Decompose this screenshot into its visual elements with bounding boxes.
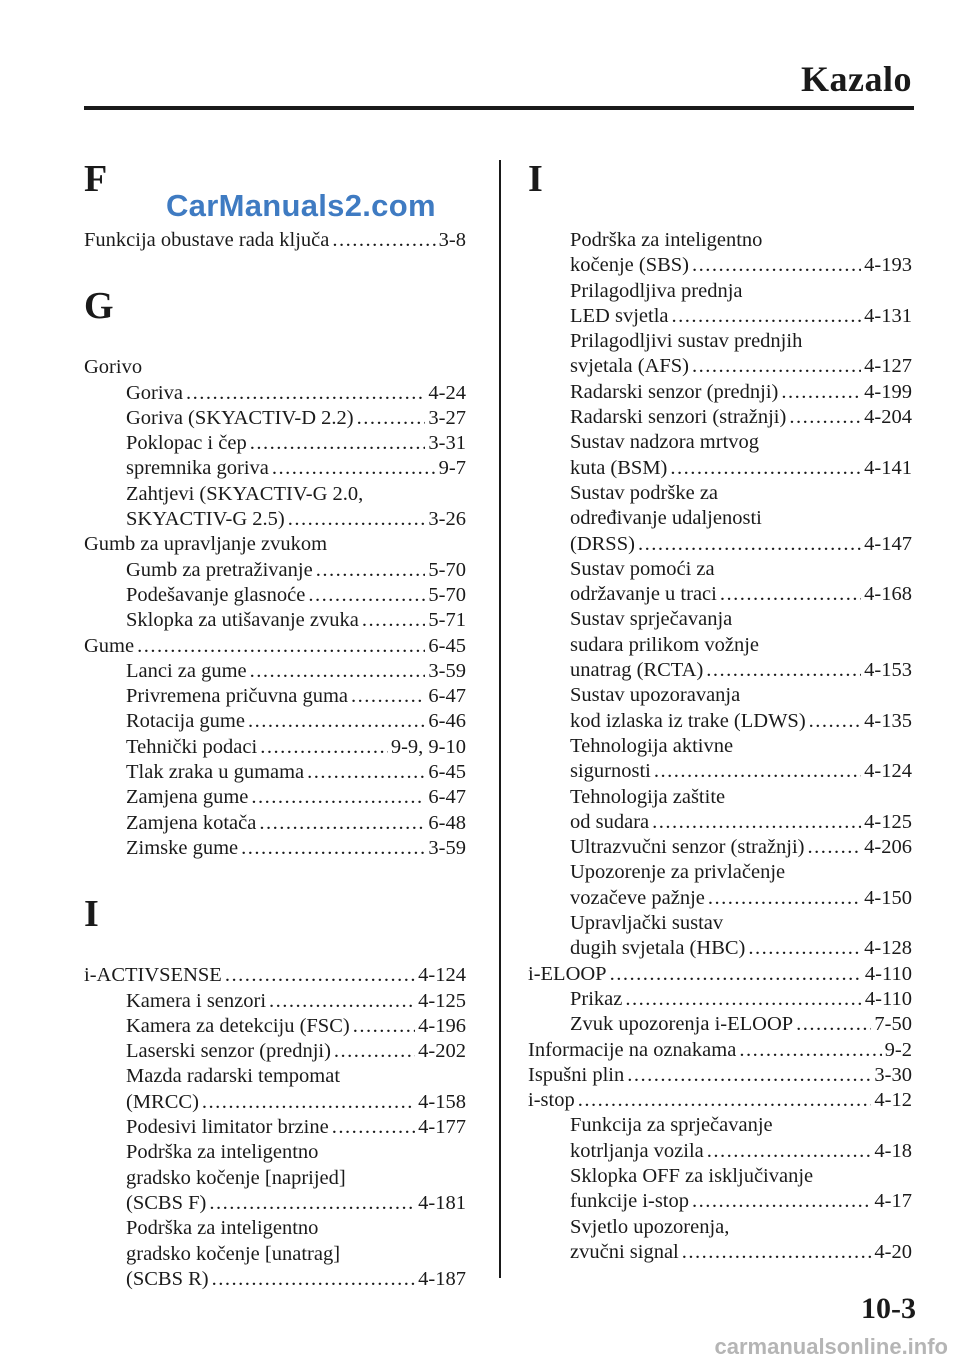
index-entry-text: kotrljanja vozila: [570, 1139, 704, 1162]
index-page-ref: 4-153: [864, 659, 912, 682]
dot-leader: [682, 1240, 872, 1265]
index-page-ref: 4-147: [864, 532, 912, 555]
index-page-ref: 4-18: [874, 1139, 912, 1162]
index-entry: [528, 380, 912, 405]
dot-leader: [334, 1039, 415, 1064]
index-entry: [528, 1038, 912, 1063]
index-entry-text: (MRCC): [126, 1090, 199, 1113]
index-entry-text: Rotacija gume: [126, 710, 245, 733]
index-page-ref: 4-110: [864, 987, 912, 1010]
index-entry-text: Goriva (SKYACTIV-D 2.2): [126, 406, 354, 429]
index-entry-text: Podrška za inteligentno: [570, 229, 763, 251]
index-entry-text: Sustav pomoći za: [570, 557, 715, 580]
index-entry: [84, 355, 466, 380]
index-entry: [528, 253, 912, 278]
index-entry-text: Sustav upozoravanja: [570, 684, 741, 707]
dot-leader: [202, 1090, 415, 1115]
dot-leader: [353, 1014, 415, 1039]
index-page-ref: 4-131: [864, 304, 912, 327]
index-entry-text: Funkcija za sprječavanje: [570, 1114, 773, 1137]
index-entry-text: (SCBS R): [126, 1267, 209, 1290]
index-page-ref: 4-110: [864, 962, 912, 985]
index-page-ref: 4-125: [418, 989, 466, 1012]
dot-leader: [250, 431, 426, 456]
dot-leader: [225, 963, 415, 988]
watermark-logo: CarManuals2.com: [166, 188, 436, 223]
index-page-ref: 4-24: [428, 381, 466, 404]
index-page-ref: 6-47: [428, 685, 466, 708]
index-entry-text: Upravljački sustav: [570, 912, 724, 935]
index-page-ref: 4-125: [864, 810, 912, 833]
index-page-ref: 4-196: [418, 1014, 466, 1037]
index-page-ref: 4-150: [864, 886, 912, 909]
dot-leader: [251, 785, 425, 810]
index-entry-text: kod izlaska iz trake (LDWS): [570, 709, 806, 732]
index-page-ref: 4-206: [864, 836, 912, 859]
dot-leader: [720, 582, 861, 607]
index-entry-text: Zahtjevi (SKYACTIV-G 2.0,: [126, 482, 364, 505]
index-entry: [528, 532, 912, 557]
index-page-ref: 3-26: [428, 508, 466, 531]
dot-leader: [781, 380, 861, 405]
page-header-title: Kazalo: [801, 59, 912, 99]
index-page-ref: 6-45: [428, 761, 466, 784]
index-entry-text: Prikaz: [570, 987, 623, 1010]
index-page-ref: 4-128: [864, 937, 912, 960]
index-entry-text: (DRSS): [570, 532, 635, 555]
index-entry-text: unatrag (RCTA): [570, 659, 704, 682]
dot-leader: [137, 634, 425, 659]
dot-leader: [308, 583, 425, 608]
index-entry-text: sigurnosti: [570, 760, 651, 783]
dot-leader: [250, 659, 426, 684]
index-entry: [84, 507, 466, 532]
index-entry: [528, 987, 912, 1012]
dot-leader: [357, 406, 426, 431]
dot-leader: [748, 936, 861, 961]
index-page-ref: 3-8: [438, 229, 466, 251]
index-page-ref: 7-50: [874, 1013, 912, 1036]
dot-leader: [610, 962, 862, 987]
index-entry: [528, 304, 912, 329]
section-gap: [84, 253, 466, 275]
index-entry: [84, 963, 466, 988]
dot-leader: [307, 760, 425, 785]
index-entry-text: Ultrazvučni senzor (stražnji): [570, 836, 805, 859]
index-entry: [84, 558, 466, 583]
dot-leader: [351, 684, 425, 709]
index-page-ref: 3-27: [428, 406, 466, 429]
index-entry-text: Kamera i senzori: [126, 989, 267, 1012]
dot-leader: [692, 1189, 871, 1214]
index-entry-text: Sklopka OFF za isključivanje: [570, 1164, 814, 1187]
index-entry: [528, 1139, 912, 1164]
index-entry-text: Podrška za inteligentno: [126, 1141, 319, 1164]
index-entry-text: Goriva: [126, 381, 183, 404]
dot-leader: [212, 1267, 416, 1292]
dot-leader: [316, 558, 426, 583]
index-page-ref: 4-12: [874, 1089, 912, 1112]
index-entry-text: određivanje udaljenosti: [570, 507, 762, 530]
index-entry: [528, 962, 912, 987]
index-entry: [84, 634, 466, 659]
index-entry: [84, 1267, 466, 1292]
dot-leader: [739, 1038, 881, 1063]
index-entry-text: Podesivi limitator brzine: [126, 1116, 329, 1139]
index-page-ref: 5-70: [428, 583, 466, 606]
dot-leader: [627, 1063, 871, 1088]
dot-leader: [708, 886, 861, 911]
dot-leader: [808, 835, 862, 860]
index-letter-heading: F: [84, 158, 108, 200]
index-entry-text: i-stop: [528, 1089, 575, 1112]
index-page-ref: 5-71: [428, 609, 466, 632]
index-page-ref: 4-181: [418, 1191, 466, 1214]
index-entry-text: zvučni signal: [570, 1240, 679, 1263]
dot-leader: [638, 532, 861, 557]
index-entry-text: (SCBS F): [126, 1191, 207, 1214]
dot-leader: [707, 1139, 872, 1164]
index-page-ref: 9-9, 9-10: [390, 735, 466, 758]
index-entry: [528, 709, 912, 734]
dot-leader: [186, 381, 425, 406]
dot-leader: [362, 608, 426, 633]
index-entry-text: Kamera za detekciju (FSC): [126, 1014, 350, 1037]
dot-leader: [332, 1115, 415, 1140]
index-entry: [528, 810, 912, 835]
index-entry-text: Gumb za pretraživanje: [126, 558, 313, 581]
index-entry: [84, 1014, 466, 1039]
letter-gap: [528, 210, 912, 228]
index-entry-text: sudara prilikom vožnje: [570, 633, 760, 656]
page-number: 10-3: [861, 1292, 916, 1325]
dot-leader: [209, 1191, 415, 1216]
index-page-ref: 6-46: [428, 710, 466, 733]
index-entry: [84, 1090, 466, 1115]
index-entry: [528, 658, 912, 683]
index-entry-text: Tlak zraka u gumama: [126, 761, 305, 784]
index-entry: [84, 583, 466, 608]
index-entry-text: Radarski senzor (prednji): [570, 380, 779, 403]
dot-leader: [654, 759, 861, 784]
index-entry: [528, 1012, 912, 1037]
index-entry-text: gradsko kočenje [naprijed]: [126, 1166, 346, 1189]
index-entry: [528, 886, 912, 911]
index-letter-heading: I: [84, 893, 99, 936]
index-entry-text: Laserski senzor (prednji): [126, 1040, 331, 1063]
index-entry: [528, 1088, 912, 1113]
index-entry: [84, 456, 466, 481]
index-entry-text: Prilagodljivi sustav prednjih: [570, 330, 803, 353]
index-entry-text: Ispušni plin: [528, 1063, 625, 1086]
index-column-left: [84, 148, 466, 1292]
dot-leader: [241, 836, 425, 861]
index-entry-text: Sustav podrške za: [570, 481, 719, 504]
index-entry: [528, 456, 912, 481]
index-entry: [84, 1115, 466, 1140]
index-column-right: [528, 148, 912, 1265]
dot-leader: [248, 709, 425, 734]
index-page-ref: 4-202: [418, 1040, 466, 1063]
index-entry: [84, 811, 466, 836]
index-entry: [528, 1240, 912, 1265]
index-entry-text: gradsko kočenje [unatrag]: [126, 1242, 341, 1265]
index-entry-text: Sustav sprječavanja: [570, 608, 733, 631]
letter-gap: [84, 945, 466, 963]
watermark-footer: carmanualsonline.info: [714, 1334, 948, 1359]
index-page-ref: 4-141: [864, 456, 912, 479]
index-entry-text: Gumb za upravljanje zvukom: [84, 533, 328, 556]
index-page-ref: 4-158: [418, 1090, 466, 1113]
dot-leader: [652, 810, 861, 835]
index-entry-text: Zvuk upozorenja i-ELOOP: [570, 1013, 794, 1036]
index-entry: [84, 735, 466, 760]
index-entry-text: Podešavanje glasnoće: [126, 583, 306, 606]
index-entry-text: kočenje (SBS): [570, 254, 689, 277]
index-letter-heading: G: [84, 285, 114, 328]
index-page-ref: 4-187: [418, 1267, 466, 1290]
index-page-ref: 4-20: [874, 1240, 912, 1263]
index-entry-text: funkcije i-stop: [570, 1190, 689, 1213]
index-entry-text: Poklopac i čep: [126, 432, 247, 455]
index-page-ref: 3-59: [428, 836, 466, 859]
index-letter-heading: I: [528, 158, 543, 200]
index-entry-text: Tehnički podaci: [126, 735, 258, 758]
index-entry-text: Prilagodljiva prednja: [570, 279, 743, 302]
index-entry: [84, 785, 466, 810]
index-entry-text: Zamjena kotača: [126, 811, 257, 834]
index-entry: [528, 759, 912, 784]
index-page-ref: 4-204: [864, 406, 912, 429]
index-entry: [528, 1189, 912, 1214]
index-page-ref: 3-30: [874, 1063, 912, 1086]
index-page-ref: 9-7: [438, 457, 466, 480]
index-entry-text: Upozorenje za privlačenje: [570, 861, 786, 884]
header-rule: [84, 106, 914, 110]
index-entry: [84, 608, 466, 633]
index-entry-text: i-ELOOP: [528, 962, 607, 985]
letter-gap: [84, 337, 466, 355]
index-page-ref: 4-193: [864, 254, 912, 277]
index-entry-text: SKYACTIV-G 2.5): [126, 508, 285, 531]
index-entry: [84, 659, 466, 684]
column-divider: [499, 160, 501, 1278]
index-entry: [84, 1191, 466, 1216]
index-page-ref: 4-177: [418, 1116, 466, 1139]
dot-leader: [706, 658, 861, 683]
index-page-ref: 9-2: [884, 1038, 912, 1061]
index-entry: [528, 582, 912, 607]
dot-leader: [272, 456, 436, 481]
index-entry-text: Sklopka za utišavanje zvuka: [126, 609, 359, 632]
index-entry: [84, 532, 466, 557]
index-entry-text: Svjetlo upozorenja,: [570, 1215, 730, 1238]
index-page-ref: 4-17: [874, 1190, 912, 1213]
index-page-ref: 6-47: [428, 786, 466, 809]
dot-leader: [692, 253, 861, 278]
dot-leader: [578, 1088, 872, 1113]
index-entry-text: dugih svjetala (HBC): [570, 937, 746, 960]
index-entry-text: i-ACTIVSENSE: [84, 964, 222, 987]
dot-leader: [809, 709, 862, 734]
index-page-ref: 6-45: [428, 634, 466, 657]
index-entry-text: svjetala (AFS): [570, 355, 689, 378]
index-page-ref: 4-124: [864, 760, 912, 783]
dot-leader: [796, 1012, 871, 1037]
index-entry: [84, 989, 466, 1014]
index-entry-text: Tehnologija aktivne: [570, 734, 734, 757]
index-entry: [84, 684, 466, 709]
index-page-ref: 4-168: [864, 583, 912, 606]
index-entry-text: Mazda radarski tempomat: [126, 1065, 341, 1088]
index-page-ref: 4-135: [864, 709, 912, 732]
index-entry-text: od sudara: [570, 810, 650, 833]
index-entry: [84, 1039, 466, 1064]
dot-leader: [670, 456, 861, 481]
index-entry-text: Tehnologija zaštite: [570, 785, 726, 808]
index-entry-text: Informacije na oznakama: [528, 1038, 737, 1061]
index-entry: [84, 836, 466, 861]
index-entry-text: Gorivo: [84, 356, 143, 379]
index-entry-text: Funkcija obustave rada ključa: [84, 229, 330, 251]
dot-leader: [259, 811, 425, 836]
dot-leader: [625, 987, 862, 1012]
index-entry: [528, 936, 912, 961]
index-entry-text: Privremena pričuvna guma: [126, 685, 349, 708]
index-entry-text: održavanje u traci: [570, 583, 717, 606]
dot-leader: [260, 735, 388, 760]
index-page-ref: 4-124: [418, 964, 466, 987]
dot-leader: [789, 405, 861, 430]
index-entry: [528, 1063, 912, 1088]
index-page-ref: 5-70: [428, 558, 466, 581]
index-entry-text: kuta (BSM): [570, 456, 668, 479]
index-page-ref: 4-199: [864, 380, 912, 403]
index-entry: [84, 228, 466, 253]
index-entry-text: Podrška za inteligentno: [126, 1217, 319, 1240]
index-page-ref: 6-48: [428, 811, 466, 834]
index-entry: [528, 354, 912, 379]
index-entry: [84, 406, 466, 431]
index-entry-text: Zimske gume: [126, 836, 239, 859]
index-entry-text: Gume: [84, 634, 135, 657]
index-entry: [84, 709, 466, 734]
index-page-ref: 4-127: [864, 355, 912, 378]
section-gap: [84, 861, 466, 883]
index-entry: [84, 381, 466, 406]
dot-leader: [672, 304, 862, 329]
index-entry-text: spremnika goriva: [126, 457, 269, 480]
index-entry: [84, 431, 466, 456]
index-entry: [528, 835, 912, 860]
index-entry-text: Zamjena gume: [126, 786, 249, 809]
dot-leader: [269, 989, 415, 1014]
index-entry: [84, 760, 466, 785]
index-entry: [528, 405, 912, 430]
index-page-ref: 3-59: [428, 659, 466, 682]
dot-leader: [288, 507, 426, 532]
index-entry-text: Lanci za gume: [126, 659, 247, 682]
index-entry-text: Sustav nadzora mrtvog: [570, 431, 760, 454]
index-entry-text: vozačeve pažnje: [570, 886, 705, 909]
dot-leader: [692, 354, 861, 379]
index-entry-text: LED svjetla: [570, 304, 669, 327]
dot-leader: [332, 228, 435, 253]
index-entry-text: Radarski senzori (stražnji): [570, 406, 787, 429]
index-page-ref: 3-31: [428, 432, 466, 455]
